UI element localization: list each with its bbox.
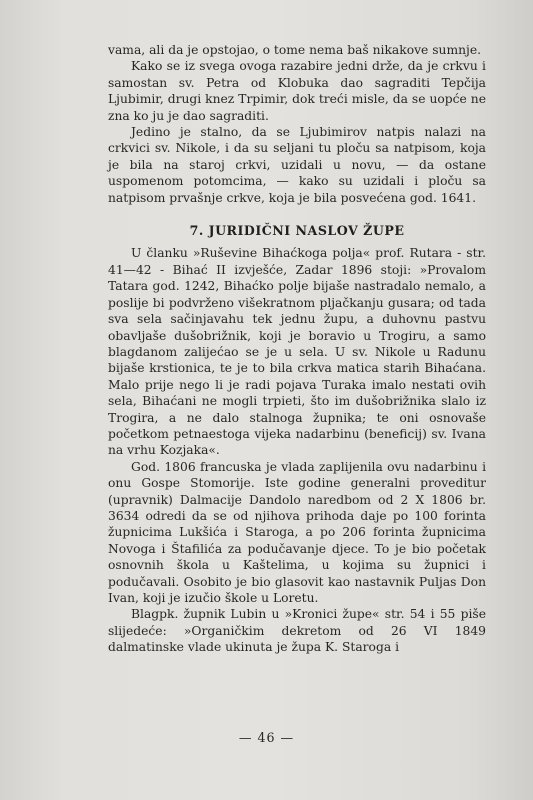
paragraph: God. 1806 francuska je vlada zaplijenila ovu nadarbinu i onu Gospe Stomorije. Iste godine generalni proveditur (upravnik) Dalmacije Dandolo naredbom od 2 X 1806 br. 3634 odredi da se od njihova prihoda daje po 100 forinta župnicima Lukšića i Staroga, a po 206 forinta župnicima Novoga i Štafilića za podučavanje djece. To je bio početak osnovnih škola u Kaštelima, u kojima su župnici i podučavali. Osobito je bio glasovit kao nastavnik Puljas Don Ivan, koji je izučio škole u Loretu. <box>108 459 486 605</box>
paragraph: Jedino je stalno, da se Ljubimirov natpis nalazi na crkvici sv. Nikole, i da su seljani tu ploču sa natpisom, koja je bila na starој crkvi, uzidali u novu, — da ostane uspomenom potomcima, — kako su uzidali i ploču sa natpisom prvašnje crkve, koja je bila posvećena god. 1641. <box>108 125 486 205</box>
paragraph: Kako se iz svega ovoga razabire jedni drže, da je crkvu i samostan sv. Petra od Klobuka dao sagraditi Tepčija Ljubimir, drugi knez Trpimir, dok treći misle, da se uopće ne zna ko ju je dao sagraditi. <box>108 59 486 123</box>
page-number: — 46 — <box>238 730 295 745</box>
section-heading: 7. JURIDIČNI NASLOV ŽUPE <box>189 223 405 239</box>
paragraph: Blagpk. župnik Lubin u »Kronici župe« str. 54 i 55 piše slijedeće: »Organičkim dekretom od 26 VI 1849 dalmatinske vlade ukinuta je župa K. Staroga i <box>108 607 486 655</box>
paragraph: U članku »Ruševine Bihaćkoga polja« prof. Rutara - str. 41—42 - Bihać II izvješće, Zadar 1896 stoji: »Provalom Tatara god. 1242, Bihaćko polje bijaše nastradalo nemalo, a poslije bi podvrženo višekratnom pljačkanju gusara; od tada sva sela sačinjavahu tek jednu župu, a duhovnu pastvu obavljaše dušobrižnik, koji je boravio u Trogiru, a samo blagdanom zalijećao se je u sela. U sv. Nikole u Radunu bijaše krstionica, te je to bila crkva matica starih Bihaćana. Malo prije nego li je radi pojava Turaka imalo nestati ovih sela, Bihaćani ne mogli trpieti, što im dušobrižnika slalo iz Trogira, a ne dalo stalnoga župnika; te oni osnovaše početkom petnaestoga vijeka nadarbinu (beneficij) sv. Ivana na vrhu Kozjaka«. <box>108 246 486 458</box>
paragraph: vama, ali da je opstojao, o tome nema baš nikakove sumnje. <box>108 43 482 57</box>
page-body <box>108 42 486 656</box>
